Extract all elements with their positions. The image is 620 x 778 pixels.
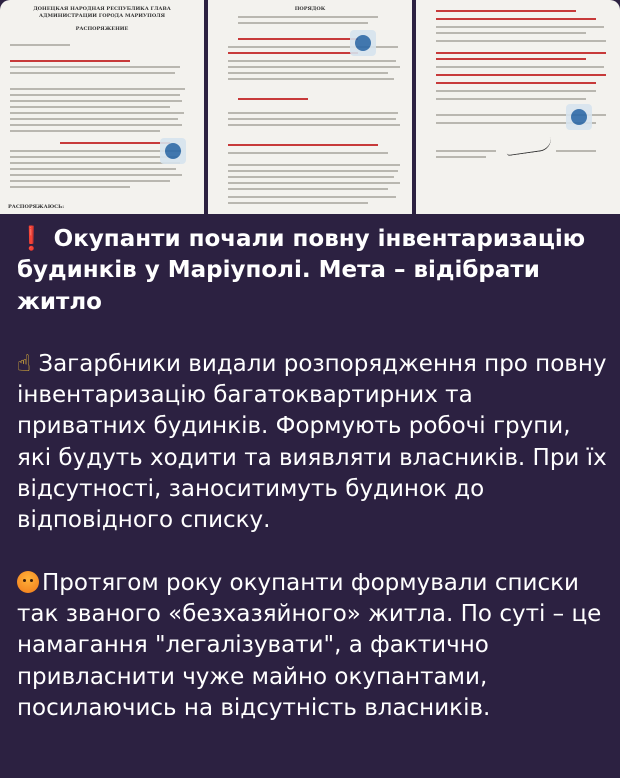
text-line (10, 88, 185, 90)
highlight-underline (238, 38, 358, 40)
pointing-finger-icon: ☝ (17, 350, 32, 377)
document-photo-2[interactable] (208, 0, 412, 214)
text-line (10, 124, 182, 126)
text-line (10, 150, 182, 152)
highlight-underline (228, 52, 358, 54)
message-paragraph-1-text: Загарбники видали розпорядження про повну інвентаризацію багатоквартирних та приватних будинків. Формують робочі групи, які будуть ходити та виявляти власників. При їх відсутності, заноситимуть будинок до відповідного списку. (17, 350, 607, 534)
highlight-underline (238, 98, 308, 100)
text-line (228, 78, 394, 80)
watermark-seal-icon (566, 104, 592, 130)
text-line (238, 16, 378, 18)
highlight-underline (228, 144, 378, 146)
text-line (436, 40, 606, 42)
message-text (17, 224, 607, 724)
text-line (10, 180, 170, 182)
text-line (228, 176, 394, 178)
text-line (436, 156, 486, 158)
text-line (228, 72, 388, 74)
angry-face-icon (17, 571, 39, 593)
text-line (436, 150, 496, 152)
signature-mark (505, 137, 552, 156)
watermark-seal-icon (350, 30, 376, 56)
document-photo-3[interactable] (416, 0, 620, 214)
text-line (556, 150, 596, 152)
media-gallery[interactable] (0, 0, 620, 214)
text-line (10, 44, 70, 46)
message-paragraph-2 (17, 568, 607, 724)
text-line (228, 182, 400, 184)
text-line (228, 188, 388, 190)
message-title-text: Окупанти почали повну інвентаризацію будинків у Маріуполі. Мета – відібрати житло (17, 226, 586, 315)
highlight-underline (436, 10, 576, 12)
text-line (10, 174, 182, 176)
document-header: ПОРЯДОК (294, 6, 326, 12)
text-line (436, 32, 586, 34)
highlight-underline (436, 52, 606, 54)
text-line (10, 168, 176, 170)
text-line (228, 60, 396, 62)
text-line (228, 118, 396, 120)
document-subheader: РАСПОРЯЖЕНИЕ (75, 26, 129, 32)
text-line (10, 94, 180, 96)
document-page (416, 0, 620, 214)
text-line (10, 162, 180, 164)
text-line (436, 66, 604, 68)
text-line (228, 170, 398, 172)
message-paragraph-2-text: Протягом року окупанти формували списки так званого «безхазяйного» житла. По суті – це намагання "легалізувати", а фактично привласнити чуже майно окупантами, посилаючись на відсутність власників. (17, 569, 602, 721)
document-footer: РАСПОРЯЖАЮСЬ: (8, 204, 65, 210)
text-line (228, 112, 398, 114)
text-line (238, 22, 368, 24)
text-line (10, 72, 175, 74)
text-line (10, 66, 180, 68)
text-line (436, 90, 596, 92)
text-line (228, 66, 400, 68)
exclamation-icon: ❗ (17, 226, 46, 252)
text-line (436, 98, 586, 100)
highlight-underline (10, 60, 130, 62)
message-paragraph-1 (17, 349, 607, 537)
text-line (228, 164, 400, 166)
document-page (0, 0, 204, 214)
text-line (10, 156, 178, 158)
text-line (10, 118, 178, 120)
text-line (10, 100, 182, 102)
text-line (10, 186, 130, 188)
text-line (10, 112, 184, 114)
highlight-underline (436, 74, 606, 76)
highlight-underline (60, 142, 170, 144)
text-line (436, 26, 604, 28)
text-line (228, 202, 368, 204)
highlight-underline (436, 58, 586, 60)
highlight-underline (436, 82, 596, 84)
text-line (228, 124, 400, 126)
text-line (228, 152, 388, 154)
watermark-seal-icon (160, 138, 186, 164)
document-page (208, 0, 412, 214)
highlight-underline (436, 18, 596, 20)
document-photo-1[interactable] (0, 0, 204, 214)
document-header: ДОНЕЦКАЯ НАРОДНАЯ РЕСПУБЛИКА ГЛАВА АДМИНИСТРАЦИИ ГОРОДА МАРИУПОЛЯ (33, 6, 171, 19)
text-line (228, 196, 396, 198)
text-line (10, 106, 170, 108)
text-line (10, 130, 160, 132)
message-title (17, 224, 607, 318)
